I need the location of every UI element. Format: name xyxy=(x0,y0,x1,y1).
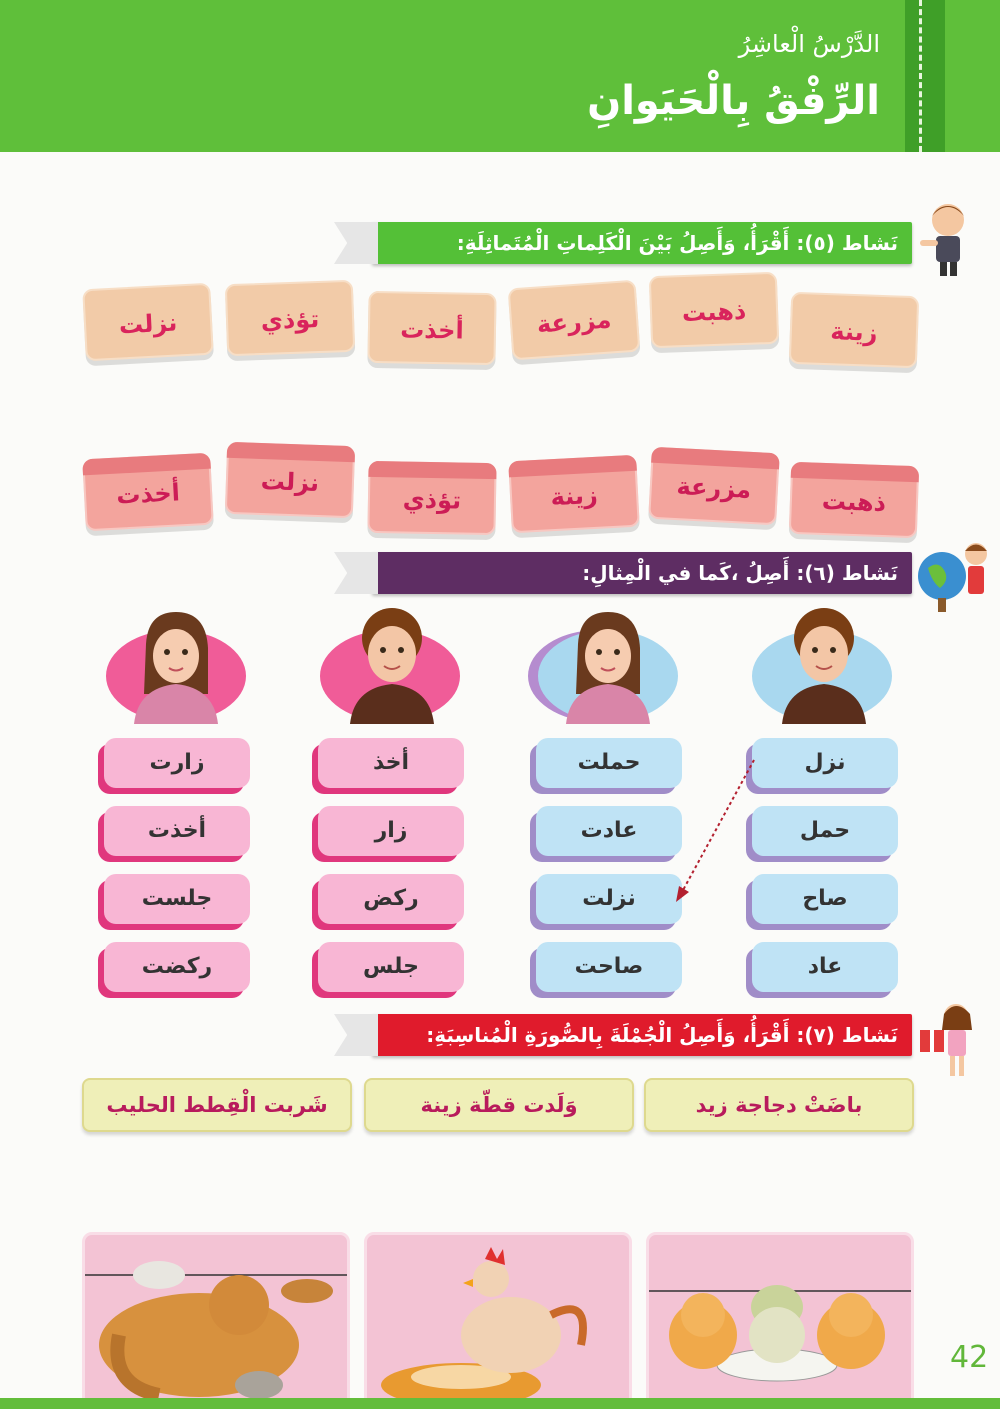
pill-word: عادت xyxy=(580,818,638,843)
girl-portrait-icon xyxy=(128,604,224,724)
top-word-tile[interactable] xyxy=(367,291,496,365)
tile-word: تؤذي xyxy=(402,485,462,515)
word-pill[interactable] xyxy=(104,738,250,788)
word-pill[interactable] xyxy=(536,874,682,924)
tile-word: مزرعة xyxy=(675,472,752,504)
sentence-card[interactable] xyxy=(364,1078,634,1132)
bottom-word-tile[interactable] xyxy=(225,442,355,518)
tile-word: نزلت xyxy=(260,466,320,498)
word-pill[interactable] xyxy=(752,738,898,788)
example-arrow-icon xyxy=(670,756,760,906)
page-number: 42 xyxy=(950,1340,989,1375)
word-pill[interactable] xyxy=(318,874,464,924)
word-pill[interactable] xyxy=(536,942,682,992)
sentence-text: وَلَدت قطّة زينة xyxy=(420,1093,578,1117)
word-pill[interactable] xyxy=(536,806,682,856)
top-word-tile[interactable] xyxy=(508,280,641,361)
bottom-word-tile[interactable] xyxy=(648,447,780,526)
tile-word: نزلت xyxy=(118,308,178,340)
pill-word: حملت xyxy=(577,750,641,775)
picture-card[interactable] xyxy=(646,1232,914,1409)
tile-word: مزرعة xyxy=(535,305,613,339)
boy-portrait-icon xyxy=(344,604,440,724)
tile-word: تؤذي xyxy=(260,304,320,336)
footer-bar xyxy=(0,1398,1000,1409)
activity6-title: نَشاط (٦): أَصِلُ ،كَما في الْمِثالِ: xyxy=(582,561,898,585)
activity7-banner xyxy=(372,1014,912,1056)
boy-portrait-icon xyxy=(776,604,872,724)
pill-word: زارت xyxy=(149,750,205,775)
lesson-number: الدَّرْسُ الْعاشِرُ xyxy=(738,30,880,58)
bottom-word-tile[interactable] xyxy=(82,453,214,532)
pill-word: حمل xyxy=(799,818,851,843)
word-pill[interactable] xyxy=(318,806,464,856)
tile-word: زينة xyxy=(549,480,599,512)
top-word-tile[interactable] xyxy=(82,283,214,362)
tile-word: ذهبت xyxy=(821,486,887,518)
kittens-drinking-milk-icon xyxy=(646,1235,911,1409)
banner-tail xyxy=(334,552,378,594)
banner-tail xyxy=(334,1014,378,1056)
pill-word: نزلت xyxy=(582,886,636,911)
word-pill[interactable] xyxy=(104,942,250,992)
tile-word: زينة xyxy=(829,317,878,347)
header-fold xyxy=(905,0,945,152)
lesson-title: الرِّفْقُ بِالْحَيَوانِ xyxy=(587,78,880,124)
top-word-tile[interactable] xyxy=(789,292,919,368)
top-word-tile[interactable] xyxy=(225,280,355,356)
gift-girl-icon xyxy=(914,1000,986,1080)
pill-word: زار xyxy=(374,818,408,843)
word-pill[interactable] xyxy=(104,806,250,856)
pill-word: صاح xyxy=(802,886,848,911)
sentence-card[interactable] xyxy=(644,1078,914,1132)
pill-word: ركضت xyxy=(141,954,213,979)
pill-word: نزل xyxy=(804,750,846,775)
activity5-banner xyxy=(372,222,912,264)
boy-pointing-icon xyxy=(918,198,976,278)
picture-card[interactable] xyxy=(82,1232,350,1409)
pill-word: جلس xyxy=(363,954,419,979)
word-pill[interactable] xyxy=(318,738,464,788)
bottom-word-tile[interactable] xyxy=(789,462,919,538)
word-pill[interactable] xyxy=(752,874,898,924)
tile-word: أخذت xyxy=(399,315,464,345)
sentence-text: باضَتْ دجاجة زيد xyxy=(695,1093,863,1117)
word-pill[interactable] xyxy=(104,874,250,924)
pill-word: أخذت xyxy=(147,818,207,843)
tile-word: أخذت xyxy=(115,478,181,510)
pill-word: جلست xyxy=(141,886,213,911)
picture-card[interactable] xyxy=(364,1232,632,1409)
bottom-word-tile[interactable] xyxy=(508,455,640,534)
bottom-word-tile[interactable] xyxy=(367,461,496,535)
sentence-card[interactable] xyxy=(82,1078,352,1132)
word-pill[interactable] xyxy=(752,942,898,992)
sentence-text: شَربت الْقِطط الحليب xyxy=(106,1093,328,1117)
pill-word: أخذ xyxy=(372,750,410,775)
word-pill[interactable] xyxy=(318,942,464,992)
tile-word: ذهبت xyxy=(681,296,747,328)
girl-portrait-icon xyxy=(560,604,656,724)
banner-tail xyxy=(334,222,378,264)
activity7-title: نَشاط (٧): أَقْرَأُ، وَأَصِلُ الْجُمْلَةَ بِالصُّورَةِ الْمُناسِبَةِ: xyxy=(426,1023,898,1047)
pill-word: صاحت xyxy=(574,954,644,979)
pill-word: عاد xyxy=(807,954,843,979)
hen-with-eggs-icon xyxy=(364,1235,629,1409)
globe-kid-icon xyxy=(914,536,994,616)
word-pill[interactable] xyxy=(536,738,682,788)
lesson-header xyxy=(0,0,1000,152)
word-pill[interactable] xyxy=(752,806,898,856)
pill-word: ركض xyxy=(363,886,419,911)
activity5-title: نَشاط (٥): أَقْرَأُ، وَأَصِلُ بَيْنَ الْكَلِماتِ الْمُتَماثِلَةِ: xyxy=(456,231,898,255)
activity6-banner xyxy=(372,552,912,594)
top-word-tile[interactable] xyxy=(649,272,779,348)
cat-with-kittens-icon xyxy=(82,1235,347,1409)
